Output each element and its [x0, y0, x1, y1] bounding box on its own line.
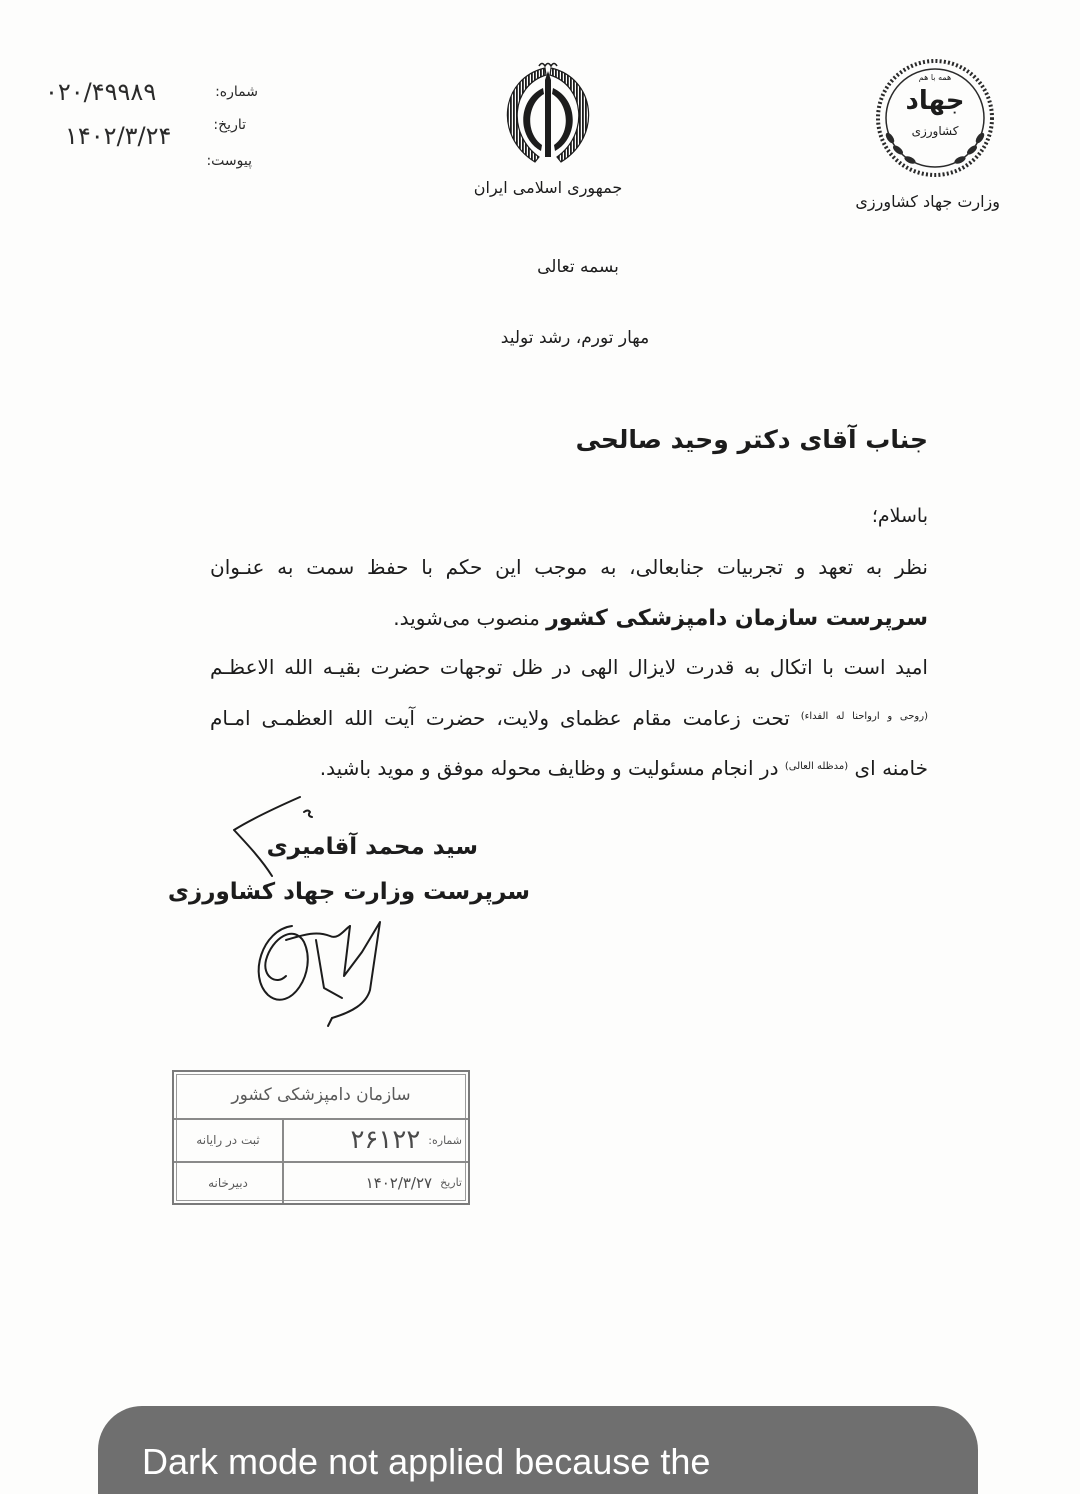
ministry-logo-sub-text: کشاورزی — [911, 124, 959, 138]
body-line-5-start: خامنه ای — [854, 756, 928, 780]
body-line-4 — [210, 700, 928, 734]
stamp-number-label: شماره: — [428, 1133, 462, 1147]
body-line-1-text: نظر به تعهد و تجربیات جنابعالی، به موجب این حکم با حفظ سمت به عنـوان — [210, 555, 928, 579]
body-line-3 — [210, 650, 928, 684]
stamp-organization: سازمان دامپزشکی کشور — [231, 1085, 411, 1105]
appointment-title: سرپرست سازمان دامپزشکی کشور — [546, 606, 928, 631]
body-line-3-text: امید است با اتکال به قدرت لایزال الهی در ظل توجهات حضرت بقیـه الله الاعظـم — [210, 655, 928, 679]
republic-name: جمهوری اسلامی ایران — [473, 178, 623, 197]
body-line-5 — [210, 750, 928, 784]
body-line-4-rest: تحت زعامت مقام عظمای ولایت، حضرت آیت الله العظمـی امـام — [210, 706, 790, 730]
body-line-2-rest: منصوب می‌شوید. — [393, 606, 540, 630]
date-value: ۱۴۰۲/۳/۲۴ — [65, 122, 172, 150]
date-label: تاریخ: — [213, 117, 246, 133]
body-line-5-rest: در انجام مسئولیت و وظایف محوله موفق و موید باشید. — [319, 756, 779, 780]
stamp-registered: ثبت در رایانه — [174, 1118, 282, 1161]
dark-mode-toast — [98, 1406, 978, 1494]
stamp-number-value: ۲۶۱۲۲ — [350, 1125, 421, 1156]
handwritten-signature-icon — [220, 790, 400, 1035]
invocation: بسمه تعالی — [537, 257, 619, 277]
signatory-title: سرپرست وزارت جهاد کشاورزی — [167, 879, 530, 905]
registration-stamp — [172, 1070, 470, 1205]
signatory-name: سید محمد آقامیری — [266, 834, 478, 860]
stamp-number-cell — [282, 1118, 468, 1161]
greeting: باسلام؛ — [871, 505, 928, 527]
body-line-4-note: (روحی و ارواحنا له الفداء) — [800, 711, 928, 722]
slogan: مهار تورم، رشد تولید — [500, 328, 650, 348]
stamp-date-cell — [282, 1161, 468, 1204]
stamp-secretariat: دبیرخانه — [174, 1161, 282, 1204]
ministry-name: وزارت جهاد کشاورزی — [855, 192, 1000, 211]
body-line-2 — [210, 601, 928, 635]
ministry-logo-main-text: جهاد — [905, 86, 965, 116]
toast-message: Dark mode not applied because the — [142, 1441, 711, 1482]
number-label: شماره: — [215, 84, 258, 100]
iran-emblem-icon — [483, 58, 613, 168]
body-line-5-note: (مدظله العالی) — [784, 761, 849, 772]
stamp-date-value: ۱۴۰۲/۳/۲۷ — [365, 1173, 433, 1192]
stamp-date-label: تاریخ — [440, 1176, 462, 1190]
recipient: جناب آقای دکتر وحید صالحی — [575, 425, 928, 454]
number-value: ۰۲۰/۴۹۹۸۹ — [45, 78, 157, 106]
attachment-label: پیوست: — [206, 153, 252, 169]
body-line-1 — [210, 550, 928, 584]
ministry-logo-top-text: همه با هم — [918, 73, 952, 82]
